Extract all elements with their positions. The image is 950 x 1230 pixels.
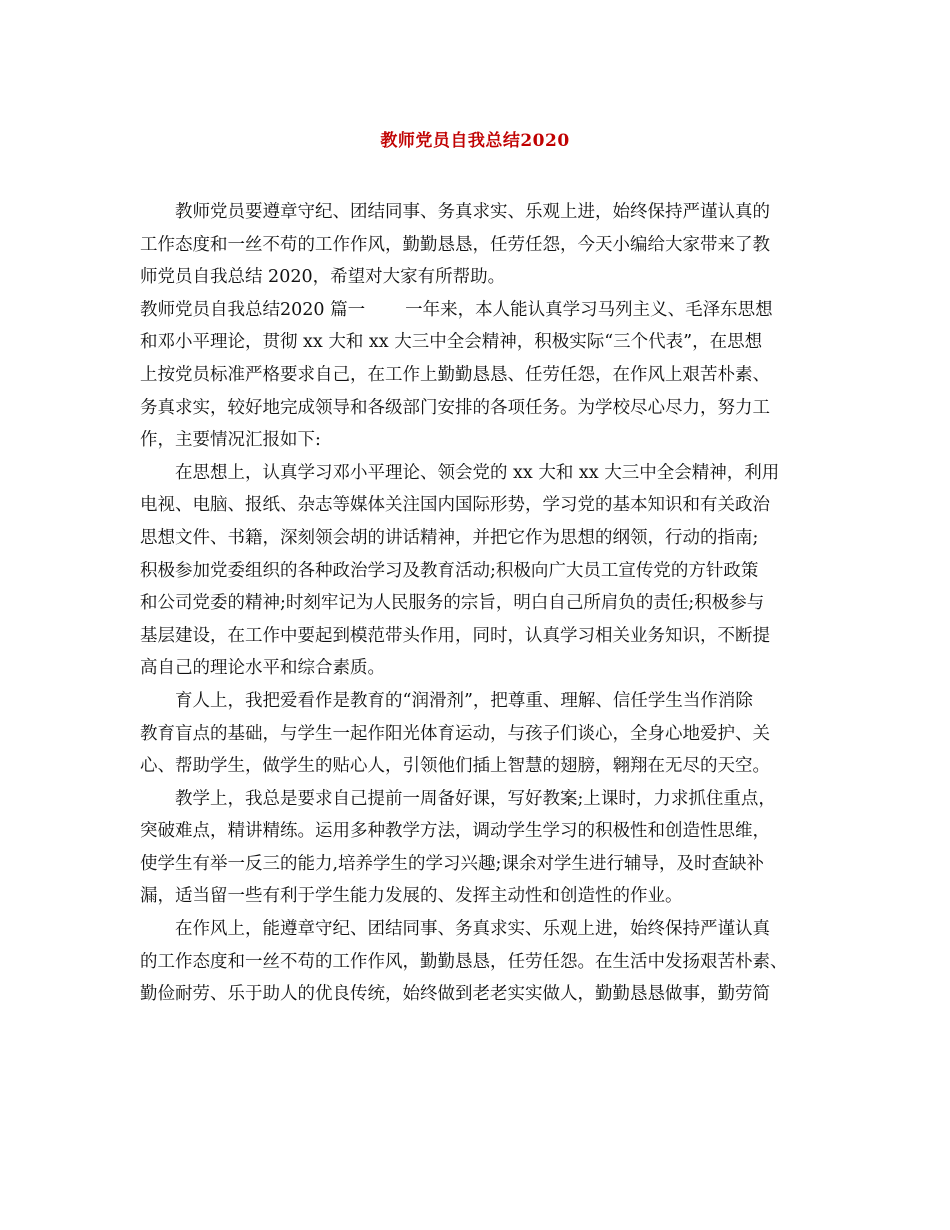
text-line: 育人上，我把爱看作是教育的“润滑剂”，把尊重、理解、信任学生当作消除 — [175, 690, 753, 711]
text-line: 的工作态度和一丝不苟的工作作风，勤勤恳恳，任劳任怨。在生活中发扬艰苦朴素、 — [140, 951, 788, 972]
text-line: 务真求实，较好地完成领导和各级部门安排的各项任务。为学校尽心尽力，努力工 — [140, 397, 770, 418]
text-line: 漏，适当留一些有利于学生能力发展的、发挥主动性和创造性的作业。 — [140, 886, 683, 907]
text-line: 在作风上，能遵章守纪、团结同事、务真求实、乐观上进，始终保持严谨认真 — [175, 919, 770, 940]
text-line: 师党员自我总结 2020，希望对大家有所帮助。 — [140, 267, 506, 288]
text-line: 在思想上，认真学习邓小平理论、领会党的 xx 大和 xx 大三中全会精神，利用 — [175, 462, 780, 483]
text-line: 思想文件、书籍，深刻领会胡的讲话精神，并把它作为思想的纲领，行动的指南; — [140, 527, 759, 548]
text-line: 教学上，我总是要求自己提前一周备好课，写好教案;上课时，力求抓住重点， — [175, 788, 776, 809]
document-title: 教师党员自我总结2020 — [380, 131, 570, 151]
text-line: 和邓小平理论，贯彻 xx 大和 xx 大三中全会精神，积极实际“三个代表”，在思想 — [140, 332, 763, 353]
text-line: 工作态度和一丝不苟的工作作风，勤勤恳恳，任劳任怨，今天小编给大家带来了教 — [140, 234, 770, 255]
text-line: 上按党员标准严格要求自己，在工作上勤勤恳恳、任劳任怨，在作风上艰苦朴素、 — [140, 364, 770, 385]
text-line: 心、帮助学生，做学生的贴心人，引领他们插上智慧的翅膀，翱翔在无尽的天空。 — [140, 756, 770, 777]
text-line: 作，主要情况汇报如下: — [140, 430, 321, 451]
section-heading: 教师党员自我总结2020 篇一 — [140, 299, 366, 320]
text-line: 高自己的理论水平和综合素质。 — [140, 658, 385, 679]
text-line: 教师党员要遵章守纪、团结同事、务真求实、乐观上进，始终保持严谨认真的 — [175, 202, 770, 222]
text-line: 突破难点，精讲精练。运用多种教学方法，调动学生学习的积极性和创造性思维， — [140, 821, 770, 842]
text-line: 使学生有举一反三的能力,培养学生的学习兴趣;课余对学生进行辅导，及时查缺补 — [140, 853, 764, 874]
document-body — [140, 196, 820, 1011]
text-line: 积极参加党委组织的各种政治学习及教育活动;积极向广大员工宣传党的方针政策 — [140, 560, 759, 581]
text-line: 一年来，本人能认真学习马列主义、毛泽东思想 — [405, 299, 773, 320]
text-line: 教育盲点的基础，与学生一起作阳光体育运动，与孩子们谈心，全身心地爱护、关 — [140, 723, 770, 744]
text-line: 基层建设，在工作中要起到模范带头作用，同时，认真学习相关业务知识，不断提 — [140, 625, 770, 646]
text-line: 勤俭耐劳、乐于助人的优良传统，始终做到老老实实做人，勤勤恳恳做事，勤劳简 — [140, 984, 770, 1005]
text-line: 电视、电脑、报纸、杂志等媒体关注国内国际形势，学习党的基本知识和有关政治 — [140, 495, 770, 516]
text-line: 和公司党委的精神;时刻牢记为人民服务的宗旨，明白自己所肩负的责任;积极参与 — [140, 593, 765, 614]
section-line — [140, 294, 820, 327]
